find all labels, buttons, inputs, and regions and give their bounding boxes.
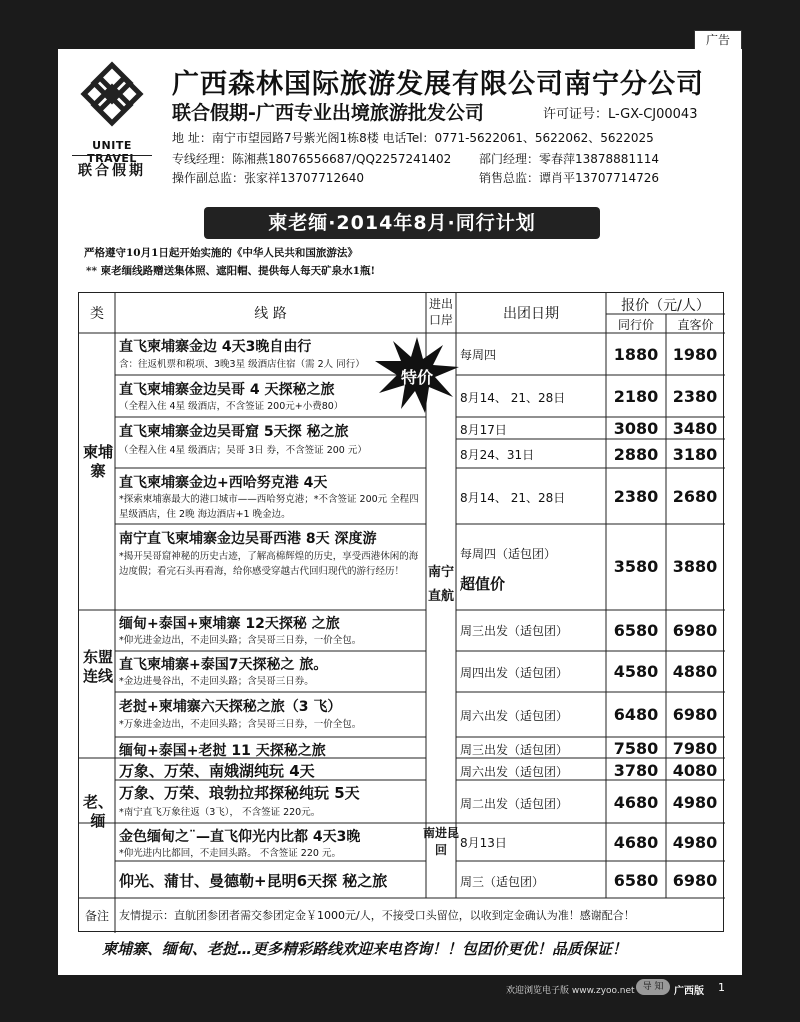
footer-edition: 广西版 [674, 986, 704, 997]
company-name: 广西森林国际旅游发展有限公司南宁分公司 [172, 69, 704, 100]
special-price-label: 特价 [400, 368, 433, 387]
header-route: 线 路 [254, 306, 287, 322]
company-subtitle: 联合假期-广西专业出境旅游批发公司 [172, 102, 484, 124]
route-title: 直飞柬埔寨金边 4天3晚自由行 [119, 339, 312, 355]
sales-director: 销售总监：谭肖平13707714726 [479, 171, 659, 185]
route-desc: （全程入住 4星 级酒店；吴哥 3日 券，不含签证 200 元） [119, 445, 367, 456]
gift-notice: ** 柬老缅线路赠送集体照、遮阳帽、提供每人每天矿泉水1瓶! [86, 265, 376, 277]
route-title: 直飞柬埔寨金边+西哈努克港 4天 [119, 475, 328, 491]
depart-date: 8月24、31日 [460, 448, 535, 462]
retail-price: 7980 [672, 739, 718, 758]
depart-date: 8月13日 [460, 836, 507, 850]
category-laos-myanmar: 老、缅 [82, 793, 113, 830]
route-title: 缅甸+泰国+老挝 11 天探秘之旅 [119, 743, 326, 759]
route-title: 直飞柬埔寨金边吴哥 4 天探秘之旅 [119, 382, 335, 398]
trade-price: 4580 [613, 662, 659, 681]
route-desc: *揭开吴哥窟神秘的历史古迹，了解高棉辉煌的历史，享受西港休闲的海边度假；看完石头再看海，给你感受穿越古代回归现代的游行经历！ [119, 551, 419, 577]
trade-price: 3080 [613, 419, 659, 438]
depart-date: 8月17日 [460, 423, 507, 437]
trade-price: 6580 [613, 621, 659, 640]
depart-date: 周三出发（适包团） [460, 624, 569, 638]
header-date: 出团日期 [503, 306, 559, 322]
retail-price: 4880 [672, 662, 718, 681]
route-title: 金色缅甸之¨—直飞仰光内比都 4天3晚 [119, 829, 361, 845]
trade-price: 6480 [613, 705, 659, 724]
retail-price: 4080 [672, 761, 718, 780]
company-header [58, 49, 742, 195]
retail-price: 6980 [672, 705, 718, 724]
header-retail-price: 直客价 [677, 318, 714, 332]
dept-manager: 部门经理：零春萍13878881114 [479, 152, 659, 166]
retail-price: 2680 [672, 487, 718, 506]
route-desc: *南宁直飞万象往返（3飞）， 不含签证 220元。 [119, 807, 321, 818]
depart-date: 周六出发（适包团） [460, 709, 569, 723]
route-desc: 含：往返机票和税项、3晚3星 级酒店住宿（需 2人 同行） [119, 359, 365, 370]
retail-price: 3180 [672, 445, 718, 464]
slogan: 柬埔寨、缅甸、老挝…更多精彩路线欢迎来电咨询！！包团价更优！品质保证！ [102, 940, 628, 958]
port-nanning-kunming: 南进昆回 [422, 826, 459, 857]
retail-price: 6980 [672, 871, 718, 890]
route-title: 直飞柬埔寨+泰国7天探秘之 旅。 [119, 657, 328, 673]
header-price: 报价（元/人） [621, 298, 710, 314]
trade-price: 3580 [613, 557, 659, 576]
depart-date: 周四出发（适包团） [460, 666, 569, 680]
trade-price: 7580 [613, 739, 659, 758]
depart-date: 周三出发（适包团） [460, 743, 569, 757]
depart-date: 周二出发（适包团） [460, 797, 569, 811]
ops-director: 操作副总监：张家祥13707712640 [172, 171, 364, 185]
logo-chinese-text: 联合假期 [78, 163, 146, 179]
trade-price: 4680 [613, 833, 659, 852]
banner-row [58, 207, 742, 239]
page-footer [58, 978, 742, 998]
retail-price: 6980 [672, 621, 718, 640]
depart-date: 8月14、 21、28日 [460, 391, 566, 405]
company-logo [66, 61, 158, 189]
license-number: 许可证号：L-GX-CJ00043 [543, 107, 698, 122]
trade-price: 6580 [613, 871, 659, 890]
route-desc: *万象进金边出，不走回头路；含吴哥三日券，一价全包。 [119, 719, 362, 730]
trade-price: 3780 [613, 761, 659, 780]
route-desc: *探索柬埔寨最大的港口城市——西哈努克港；*不含签证 200元 全程四星级酒店，住 2晚 海边酒店+1 晚金边。 [119, 494, 419, 520]
route-title: 万象、万荣、琅勃拉邦探秘纯玩 5天 [119, 784, 360, 802]
depart-date: 每周四（适包团） [460, 547, 557, 561]
plan-banner: 柬老缅·2014年8月·同行计划 [204, 207, 600, 239]
logo-english-text: UNITE TRAVEL [87, 139, 137, 165]
price-table [78, 292, 724, 932]
footer-badge: 导 知 [636, 979, 670, 995]
route-title: 万象、万荣、南娥湖纯玩 4天 [119, 762, 315, 780]
trade-price: 2180 [613, 387, 659, 406]
route-desc: *仰光进金边出，不走回头路；含吴哥三日券，一价全包。 [119, 635, 362, 646]
header-port: 进出口岸 [428, 297, 453, 327]
trade-price: 2380 [613, 487, 659, 506]
page-number: 1 [718, 981, 725, 994]
law-notice: 严格遵守10月1日起开始实施的《中华人民共和国旅游法》 [84, 247, 358, 259]
route-title: 仰光、蒲甘、曼德勒+昆明6天探 秘之旅 [119, 872, 388, 890]
depart-date: 8月14、 21、28日 [460, 491, 566, 505]
trade-price: 4680 [613, 793, 659, 812]
retail-price: 1980 [672, 345, 718, 364]
retail-price: 3480 [672, 419, 718, 438]
advertisement-sheet [58, 49, 742, 975]
value-price-note: 超值价 [460, 575, 506, 593]
route-title: 老挝+柬埔寨六天探秘之旅（3 飞） [119, 699, 342, 715]
remark-text: 友情提示：直航团参团者需交参团定金￥1000元/人，不接受口头留位，以收到定金确认为准！感谢配合！ [119, 909, 635, 922]
depart-date: 周六出发（适包团） [460, 765, 569, 779]
trade-price: 2880 [613, 445, 659, 464]
logo-divider [72, 155, 152, 156]
depart-date: 周三（适包团） [460, 875, 545, 889]
route-title: 缅甸+泰国+柬埔寨 12天探秘 之旅 [119, 616, 340, 632]
ad-tag: 广告 [694, 30, 742, 50]
retail-price: 4980 [672, 833, 718, 852]
route-title: 南宁直飞柬埔寨金边吴哥西港 8天 深度游 [119, 531, 377, 547]
category-asean: 东盟连线 [82, 648, 113, 685]
category-cambodia: 柬埔寨 [82, 443, 113, 480]
route-title: 直飞柬埔寨金边吴哥窟 5天探 秘之旅 [119, 424, 349, 440]
retail-price: 4980 [672, 793, 718, 812]
footer-site: 欢迎浏览电子版 www.zyoo.net [506, 986, 635, 996]
trade-price: 1880 [613, 345, 659, 364]
route-desc: *仰光进内比都回，不走回头路。 不含签证 220 元。 [119, 848, 341, 859]
line-manager: 专线经理：陈湘燕18076556687/QQ2257241402 [172, 152, 452, 166]
route-desc: （全程入住 4星 级酒店，不含签证 200元+小费80） [119, 401, 344, 412]
header-trade-price: 同行价 [617, 318, 654, 332]
knot-logo-icon [78, 61, 146, 127]
retail-price: 2380 [672, 387, 718, 406]
remark-label: 备注 [84, 909, 109, 923]
header-category: 类 [90, 306, 104, 322]
retail-price: 3880 [672, 557, 718, 576]
port-nanning-direct: 南宁直航 [427, 565, 454, 604]
route-desc: *金边进曼谷出，不走回头路；含吴哥三日券。 [119, 676, 314, 687]
depart-date: 每周四 [460, 348, 497, 362]
address-line: 地 址：南宁市望园路7号紫光阁1栋8楼 电话Tel：0771-5622061、5622062、5622025 [172, 131, 654, 145]
